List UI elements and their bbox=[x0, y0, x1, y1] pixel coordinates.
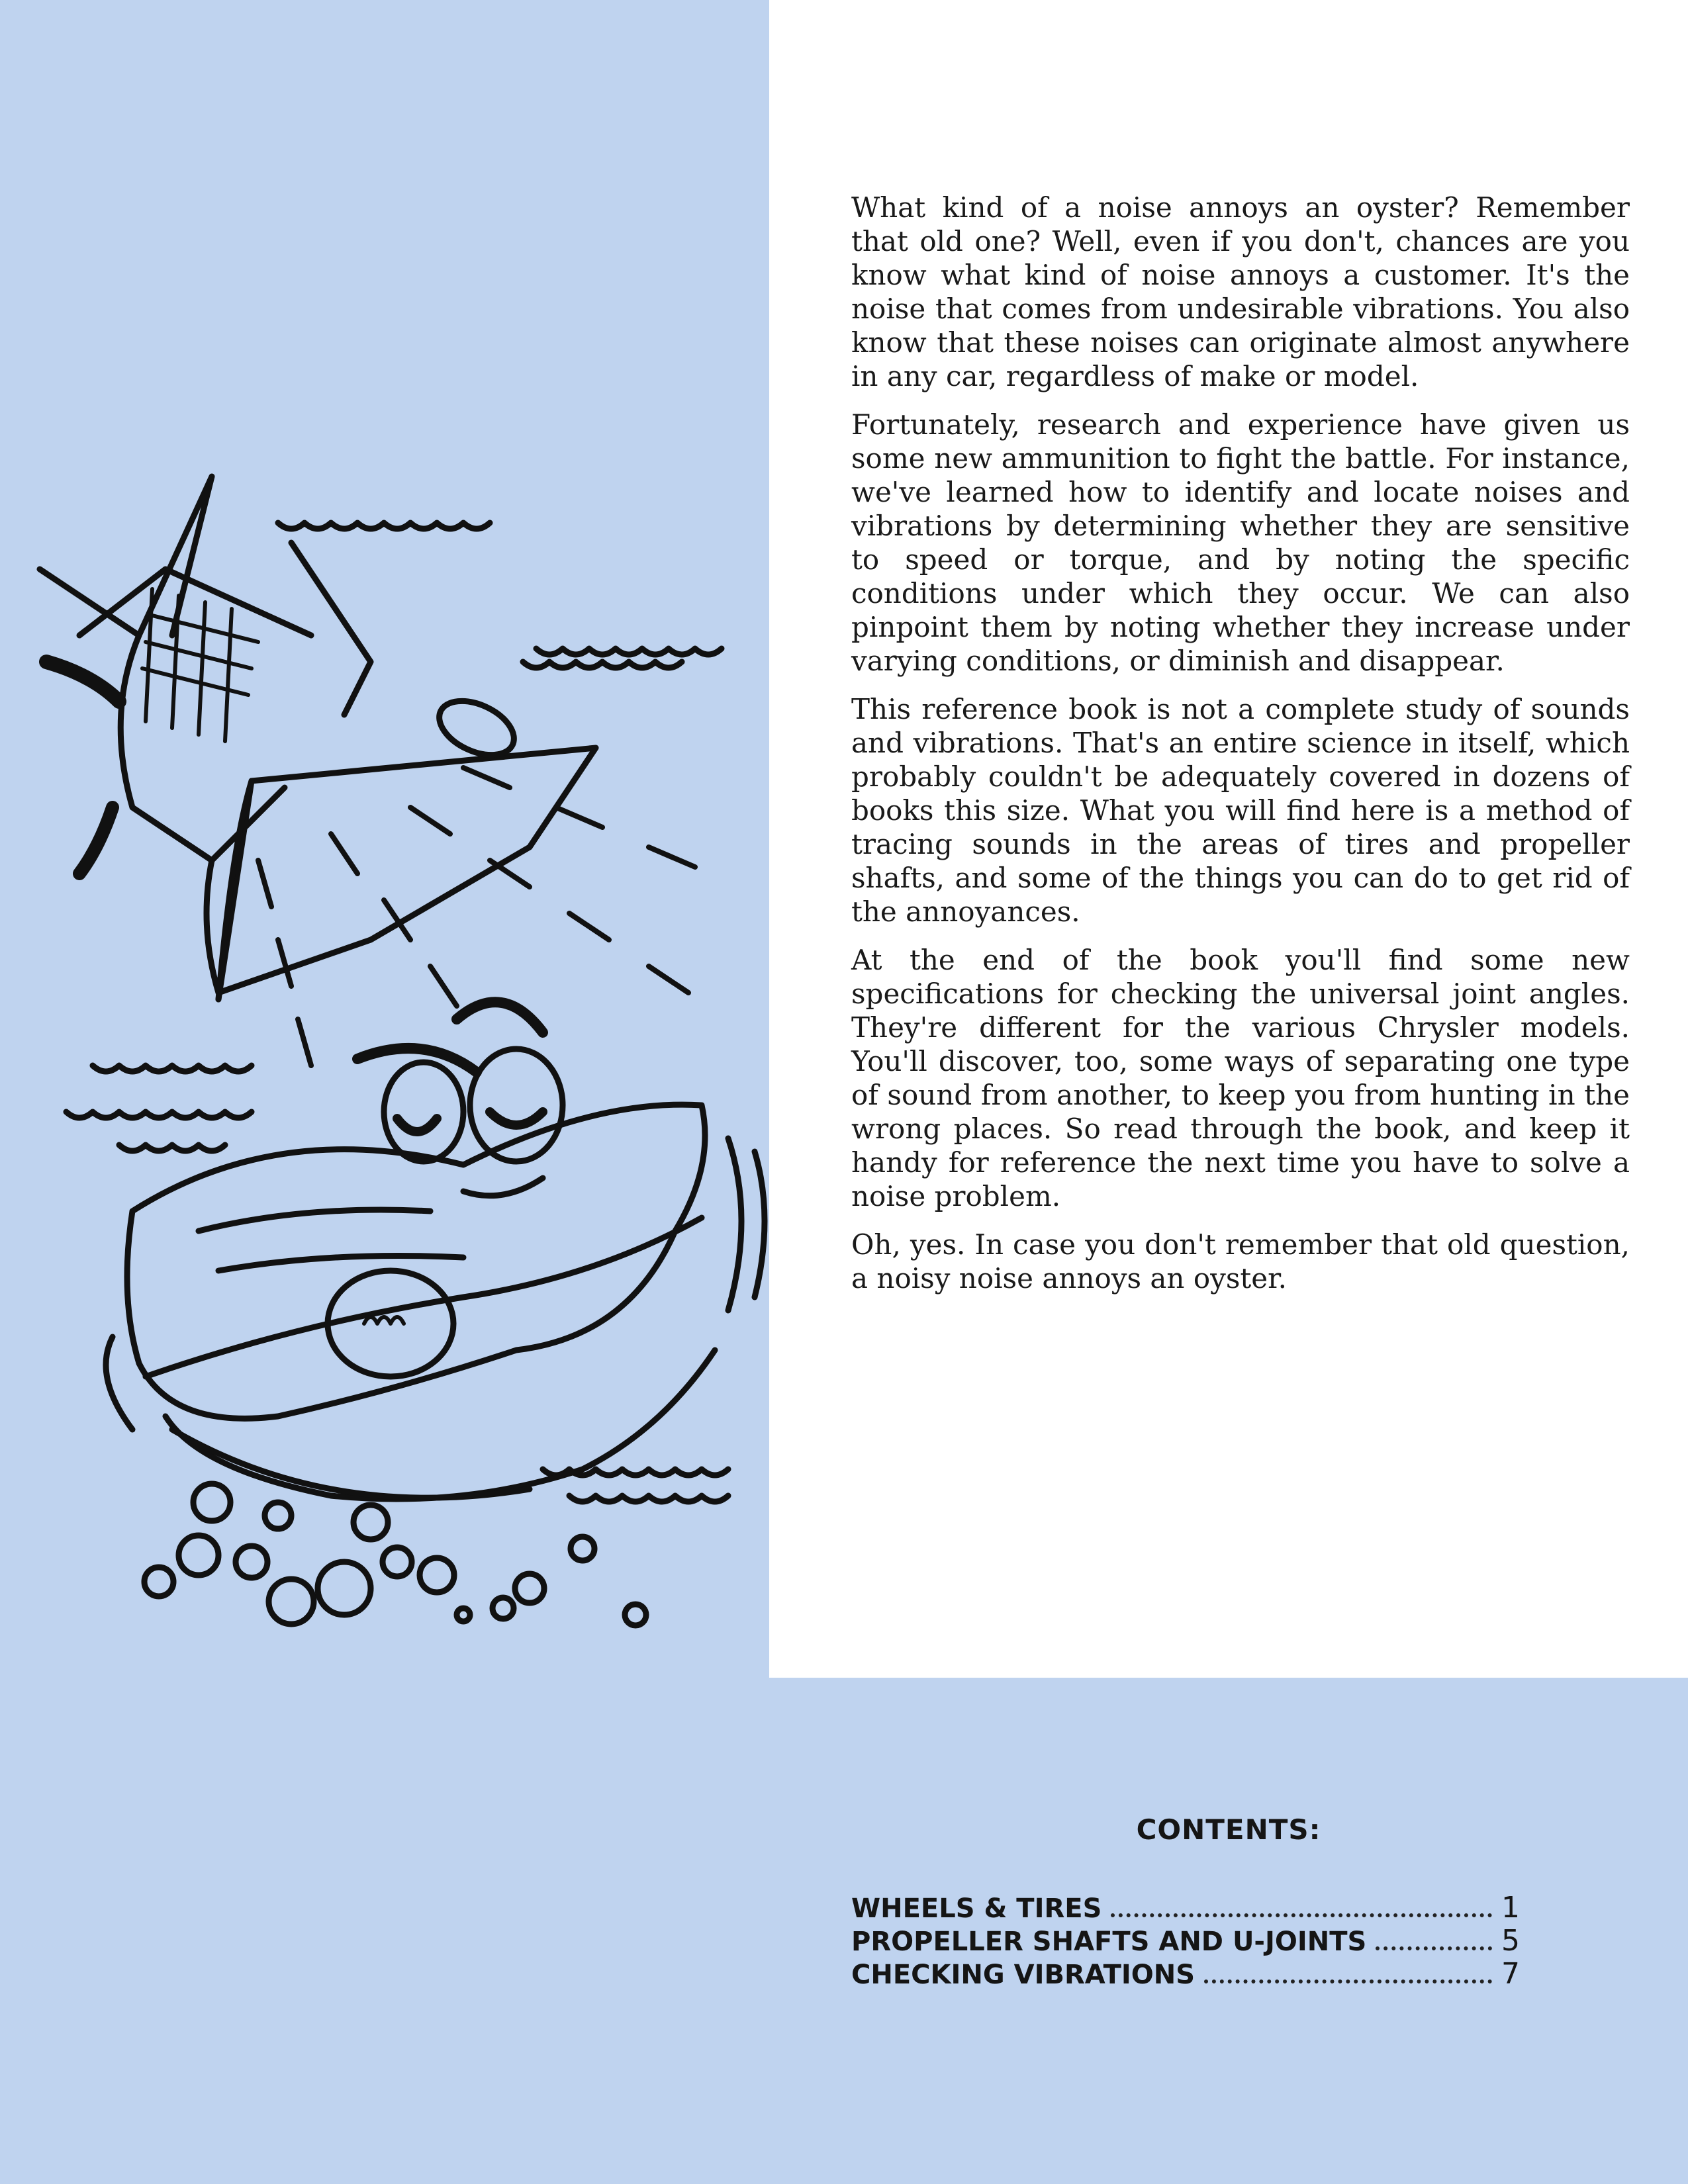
text-panel bbox=[769, 0, 1688, 1678]
toc-entry-propeller-shafts[interactable] bbox=[851, 1924, 1520, 1957]
paragraph-1: What kind of a noise annoys an oyster? Remember that old one? Well, even if you don't, chances are you know what kind of noise annoys a customer. It's the noise that comes from undesirable vibrations. You also know that these noises can originate almost anywhere in any car, regardless of make or model. bbox=[851, 191, 1630, 392]
toc-entry-wheels-tires[interactable] bbox=[851, 1891, 1520, 1924]
paragraph-5: Oh, yes. In case you don't remember that old question, a noisy noise annoys an oyster. bbox=[851, 1228, 1630, 1295]
paragraph-4: At the end of the book you'll find some new specifications for checking the universal joint angles. They're different for the various Chrysler models. You'll discover, too, some ways of separating one type of sound from another, to keep you from hunting in the wrong places. So read through the book, and keep it handy for reference the next time you have to solve a noise problem. bbox=[851, 944, 1630, 1212]
toc-entry-page: 7 bbox=[1501, 1957, 1520, 1991]
toc-entry-page: 1 bbox=[1501, 1891, 1520, 1925]
toc-entry-label: PROPELLER SHAFTS AND U-JOINTS bbox=[851, 1927, 1367, 1957]
paragraph-3: This reference book is not a complete study of sounds and vibrations. That's an entire science in itself, which probably couldn't be adequately covered in dozens of books this size. What you will find here is a method of tracing sounds in the areas of tires and propeller shafts, and some of the things you can do to get rid of the annoyances. bbox=[851, 693, 1630, 928]
intro-text bbox=[851, 191, 1630, 1310]
table-of-contents bbox=[851, 1813, 1520, 1990]
toc-entry-page: 5 bbox=[1501, 1924, 1520, 1958]
toc-leader-dots bbox=[1111, 1913, 1492, 1917]
toc-entry-label: CHECKING VIBRATIONS bbox=[851, 1960, 1196, 1990]
paragraph-2: Fortunately, research and experience have given us some new ammunition to fight the battle. For instance, we've learned how to identify and locate noises and vibrations by determining whether they are sensitive to speed or torque, and by noting the specific conditions under which they occur. We can also pinpoint them by noting whether they increase under varying conditions, or diminish and disappear. bbox=[851, 408, 1630, 677]
toc-entry-label: WHEELS & TIRES bbox=[851, 1893, 1102, 1924]
toc-leader-dots bbox=[1376, 1946, 1492, 1950]
cartoon-oyster-in-water-icon bbox=[0, 437, 768, 1641]
toc-leader-dots bbox=[1204, 1979, 1492, 1983]
toc-entry-checking-vibrations[interactable] bbox=[851, 1957, 1520, 1990]
contents-title: CONTENTS: bbox=[1136, 1813, 1321, 1846]
